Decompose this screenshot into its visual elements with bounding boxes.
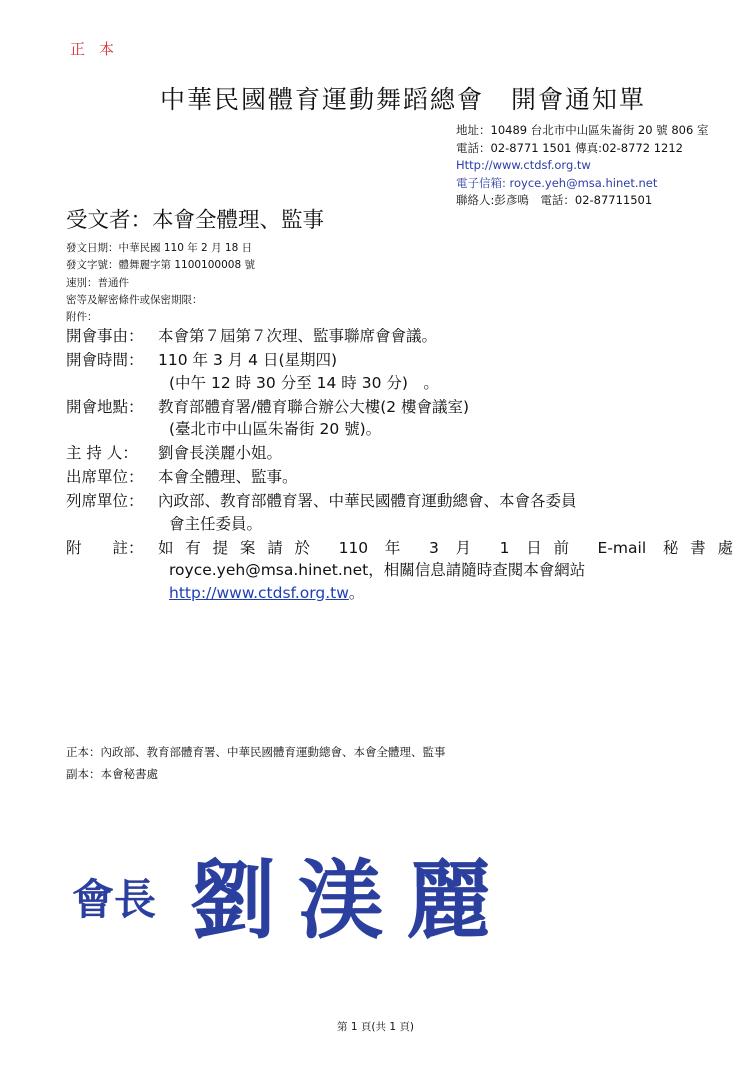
note-row <box>66 537 733 560</box>
recipient: 受文者：本會全體理、監事 <box>66 208 325 233</box>
secrecy-level: 密等及解密條件或保密期限： <box>66 293 203 306</box>
page-number: 第 1 頁(共 1 頁) <box>337 1021 414 1033</box>
note-website-line <box>66 582 733 605</box>
meeting-time-label: 開會時間： <box>66 351 144 369</box>
original-copy-mark: 正本 <box>70 40 129 58</box>
website-link[interactable]: Http://www.ctdsf.org.tw <box>456 158 591 172</box>
meeting-time: (中午 12 時 30 分至 14 時 30 分) 。 <box>169 373 439 392</box>
note-text: 如有提案請於 110 年 3 月 1 日前 E-mail 秘書處 <box>158 538 733 557</box>
copy-recipients: 副本：本會秘書處 <box>66 767 158 781</box>
meeting-date: 110 年 3 月 4 日(星期四) <box>158 351 338 369</box>
note-end: 。 <box>348 583 365 602</box>
attendees-row <box>66 466 733 489</box>
meeting-place-label: 開會地點： <box>66 397 144 416</box>
email-address[interactable]: 電子信箱: royce.yeh@msa.hinet.net <box>456 175 658 190</box>
meeting-subject-row <box>66 325 733 348</box>
meeting-place: 教育部體育署/體育聯合辦公大樓(2 樓會議室) <box>158 397 470 416</box>
president-seal <box>72 842 532 956</box>
observers-row <box>66 490 733 513</box>
chair: 劉會長渼麗小姐。 <box>158 444 283 462</box>
website-link-body[interactable]: http://www.ctdsf.org.tw <box>169 583 349 602</box>
observers-label: 列席單位： <box>66 492 144 510</box>
chair-label: 主 持 人： <box>66 444 138 462</box>
phone-fax: 電話：02-8771 1501 傳真:02-8772 1212 <box>456 140 683 155</box>
attendees: 本會全體理、監事。 <box>158 468 298 486</box>
attachments: 附件： <box>66 311 98 324</box>
contact-person: 聯絡人:彭彥鳴 電話：02-87711501 <box>456 193 653 207</box>
meeting-details <box>66 325 733 604</box>
seal-graphic <box>72 842 532 952</box>
meeting-place-row <box>66 396 733 419</box>
meeting-time-row <box>66 349 733 372</box>
meeting-subject-label: 開會事由： <box>66 327 144 345</box>
document-meta <box>66 240 255 326</box>
distribution <box>66 741 446 785</box>
chair-row <box>66 442 733 465</box>
note-label: 附 註： <box>66 538 144 557</box>
seal-name: 劉渼麗 <box>190 850 514 951</box>
document-number: 發文字號：體舞麗字第 1100100008 號 <box>66 259 255 272</box>
observers: 內政部、教育部體育署、中華民國體育運動總會、本會各委員 <box>158 492 577 510</box>
contact-block <box>456 122 708 210</box>
page-title: 中華民國體育運動舞蹈總會 開會通知單 <box>160 85 647 114</box>
seal-title: 會長 <box>72 875 157 924</box>
meeting-subject: 本會第７屆第７次理、監事聯席會會議。 <box>158 327 438 345</box>
attendees-label: 出席單位： <box>66 468 144 486</box>
delivery-speed: 速別：普通件 <box>66 276 129 289</box>
issue-date: 發文日期：中華民國 110 年 2 月 18 日 <box>66 242 253 254</box>
note-continued: royce.yeh@msa.hinet.net，相關信息請隨時查閱本會網站 <box>169 561 586 579</box>
observers-continued: 會主任委員。 <box>169 514 263 533</box>
original-recipients: 正本：內政部、教育部體育署、中華民國體育運動總會、本會全體理、監事 <box>66 745 446 759</box>
address: 地址：10489 台北市中山區朱崙街 20 號 806 室 <box>456 123 709 137</box>
meeting-address: (臺北市中山區朱崙街 20 號)。 <box>169 420 382 438</box>
